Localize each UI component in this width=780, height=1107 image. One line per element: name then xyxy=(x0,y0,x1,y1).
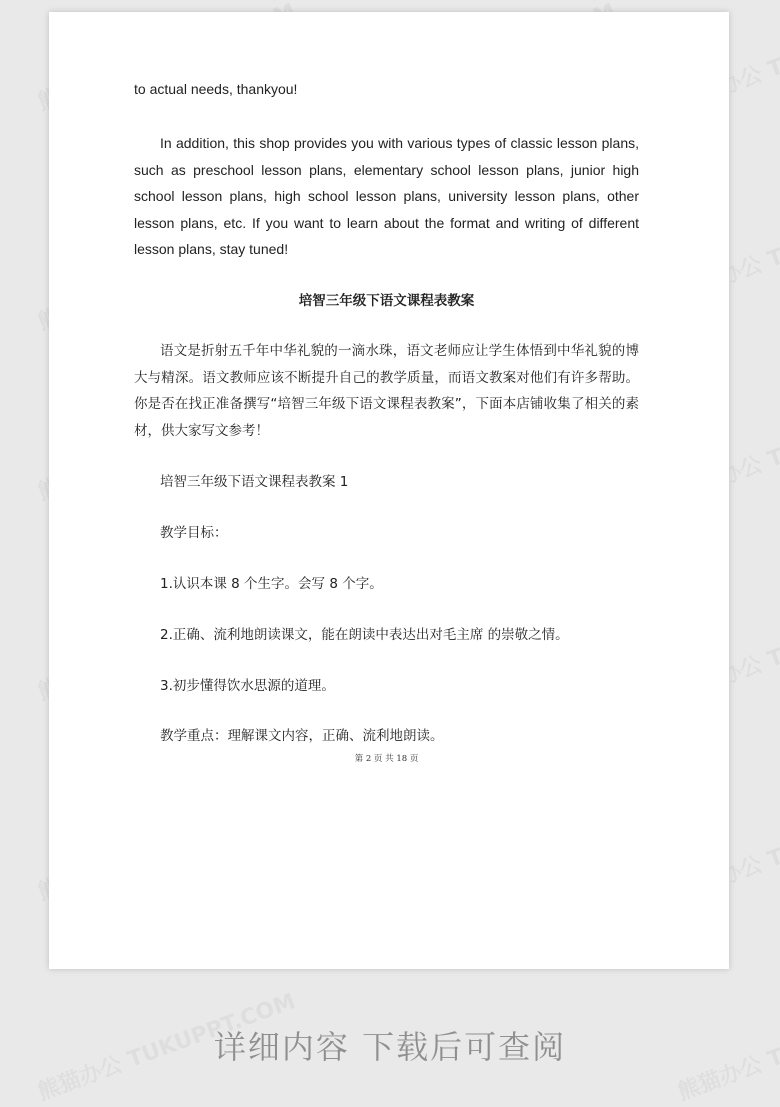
teaching-goals-label: 教学目标： xyxy=(160,525,228,541)
teaching-goal-2: 2.正确、流利地朗读课文，能在朗读中表达出对毛主席 的崇敬之情。 xyxy=(160,627,569,643)
page-number-footer: 第 2 页 共 18 页 xyxy=(354,754,419,764)
teaching-goal-1: 1.认识本课 8 个生字。会写 8 个字。 xyxy=(160,576,383,592)
page-content xyxy=(134,12,639,969)
paragraph-shop-info: In addition, this shop provides you with various types of classic lesson plans, such as preschool lesson plans, elementary school lesson plans, junior high school lesson plans, high school lesson plans, university lesson plans, other lesson plans, etc. If you want to learn about the format and writing of different lesson plans, stay tuned! xyxy=(134,135,639,257)
document-page xyxy=(49,12,729,969)
document-heading: 培智三年级下语文课程表教案 xyxy=(298,293,475,309)
paragraph-continuation: to actual needs, thankyou! xyxy=(134,81,298,97)
teaching-key-point: 教学重点：理解课文内容，正确、流利地朗读。 xyxy=(160,728,444,744)
teaching-goal-3: 3.初步懂得饮水思源的道理。 xyxy=(160,678,335,694)
paragraph-intro: 语文是折射五千年中华礼貌的一滴水珠，语文老师应让学生体悟到中华礼貌的博大与精深。语文教师应该不断提升自己的教学质量，而语文教案对他们有许多帮助。你是否在找正准备撰写“培智三年级下语文课程表教案”，下面本店铺收集了相关的素材，供大家写文参考！ xyxy=(134,343,639,439)
section-title: 培智三年级下语文课程表教案 1 xyxy=(160,474,349,490)
download-caption: 详细内容 下载后可查阅 xyxy=(213,1028,567,1066)
